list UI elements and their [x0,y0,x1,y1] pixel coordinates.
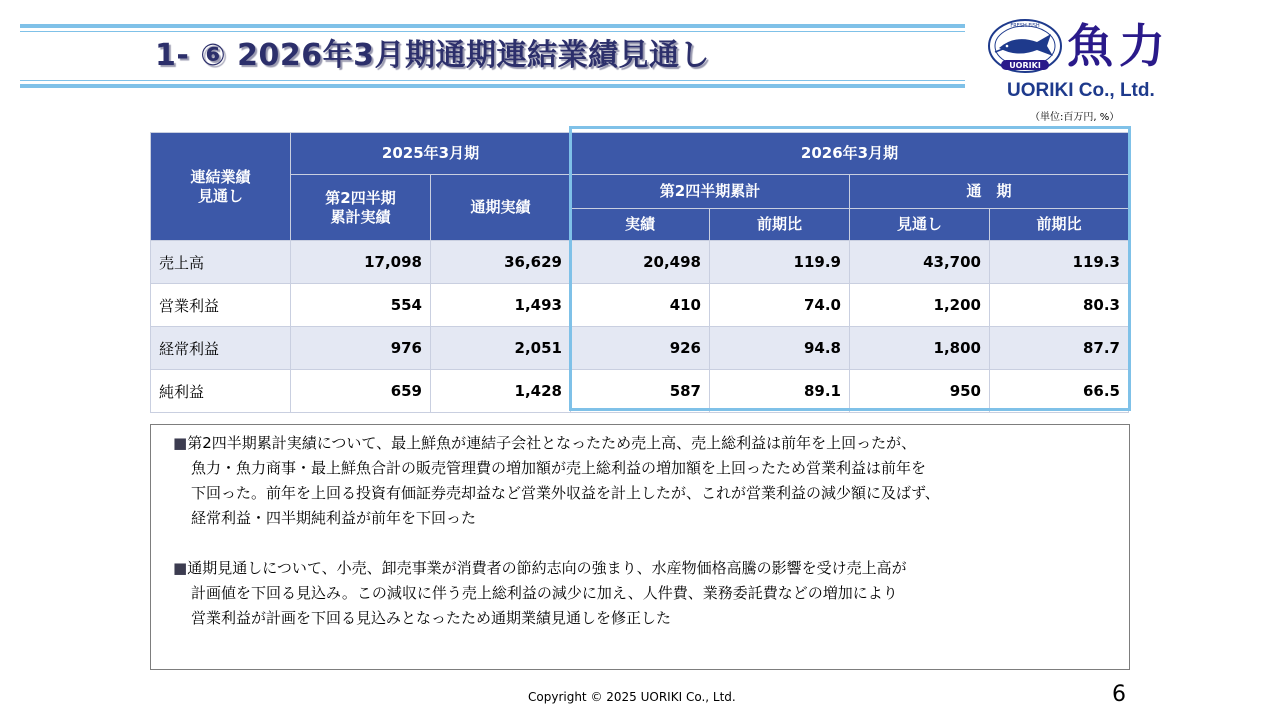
copyright-text: Copyright © 2025 UORIKI Co., Ltd. [528,690,736,704]
fy2025-col-q2: 第2四半期 累計実績 [291,175,431,241]
cell: 1,200 [850,284,990,327]
company-logo [985,16,1265,106]
cell: 66.5 [990,370,1129,413]
bullet-icon: ■ [173,434,188,452]
forecast-table [150,132,1129,413]
fy2026-col-forecast: 見通し [850,209,990,241]
commentary-line: 営業利益が計画を下回る見込みとなったため通期業績見通しを修正した [191,609,672,627]
cell: 1,800 [850,327,990,370]
cell: 950 [850,370,990,413]
cell: 36,629 [431,241,571,284]
cell: 43,700 [850,241,990,284]
cell: 587 [571,370,710,413]
cell: 2,051 [431,327,571,370]
cell: 1,428 [431,370,571,413]
commentary-line: 計画値を下回る見込み。この減収に伴う売上総利益の減少に加え、人件費、業務委託費などの増加により [191,584,898,602]
cell: 926 [571,327,710,370]
emblem-small-text: FRESH FISH [1010,23,1040,29]
cell: 976 [291,327,431,370]
row-label: 売上高 [151,241,291,284]
commentary-line: ■第2四半期累計実績について、最上鮮魚が連結子会社となったため売上高、売上総利益は前年を上回ったが、 [173,434,917,452]
corner-header: 連結業績 見通し [151,133,291,241]
slide-title: 1- ⑥ 2026年3月期通期連結業績見通し [155,38,710,73]
commentary-line: 魚力・魚力商事・最上鮮魚合計の販売管理費の増加額が売上総利益の増加額を上回ったため営業利益は前年を [191,459,927,477]
table-row-sales [151,241,1129,284]
row-label: 純利益 [151,370,291,413]
cell: 119.9 [710,241,850,284]
fish-emblem-icon [985,16,1065,76]
title-rule-top-thin [20,31,965,32]
bullet-icon: ■ [173,559,188,577]
fy2026-group-q2: 第2四半期累計 [571,175,850,209]
title-rule-top-thick [20,24,965,28]
table-row-operating-profit [151,284,1129,327]
cell: 1,493 [431,284,571,327]
cell: 554 [291,284,431,327]
fy2026-col-yoy-q2: 前期比 [710,209,850,241]
table-row-ordinary-profit [151,327,1129,370]
commentary-paragraph-q2 [173,431,1109,531]
row-label: 営業利益 [151,284,291,327]
title-rule-bottom-thick [20,84,965,88]
cell: 20,498 [571,241,710,284]
logo-kanji: 魚力 [1067,19,1171,73]
title-rule-bottom-thin [20,80,965,81]
cell: 410 [571,284,710,327]
fy2026-group-full: 通 期 [850,175,1129,209]
commentary-line: 経常利益・四半期純利益が前年を下回った [191,509,477,527]
commentary-line: ■通期見通しについて、小売、卸売事業が消費者の節約志向の強まり、水産物価格高騰の影響を受け売上高が [173,559,907,577]
cell: 119.3 [990,241,1129,284]
cell: 94.8 [710,327,850,370]
unit-note: （単位:百万円, %） [1030,112,1120,123]
fy2025-header: 2025年3月期 [291,133,571,175]
cell: 659 [291,370,431,413]
row-label: 経常利益 [151,327,291,370]
fy2026-col-actual: 実績 [571,209,710,241]
cell: 89.1 [710,370,850,413]
cell: 74.0 [710,284,850,327]
table-row-net-income [151,370,1129,413]
fy2026-col-yoy-full: 前期比 [990,209,1129,241]
fy2026-header: 2026年3月期 [571,133,1129,175]
commentary-box [150,424,1130,670]
cell: 17,098 [291,241,431,284]
forecast-table-wrap [150,132,1128,413]
page-number: 6 [1112,682,1126,707]
logo-company-name: UORIKI Co., Ltd. [1007,80,1155,101]
emblem-text: UORIKI [1009,61,1041,70]
fy2025-col-full: 通期実績 [431,175,571,241]
commentary-paragraph-full-year [173,556,1109,631]
cell: 80.3 [990,284,1129,327]
cell: 87.7 [990,327,1129,370]
commentary-line: 下回った。前年を上回る投資有価証券売却益など営業外収益を計上したが、これが営業利益の減少額に及ばず、 [191,484,940,502]
